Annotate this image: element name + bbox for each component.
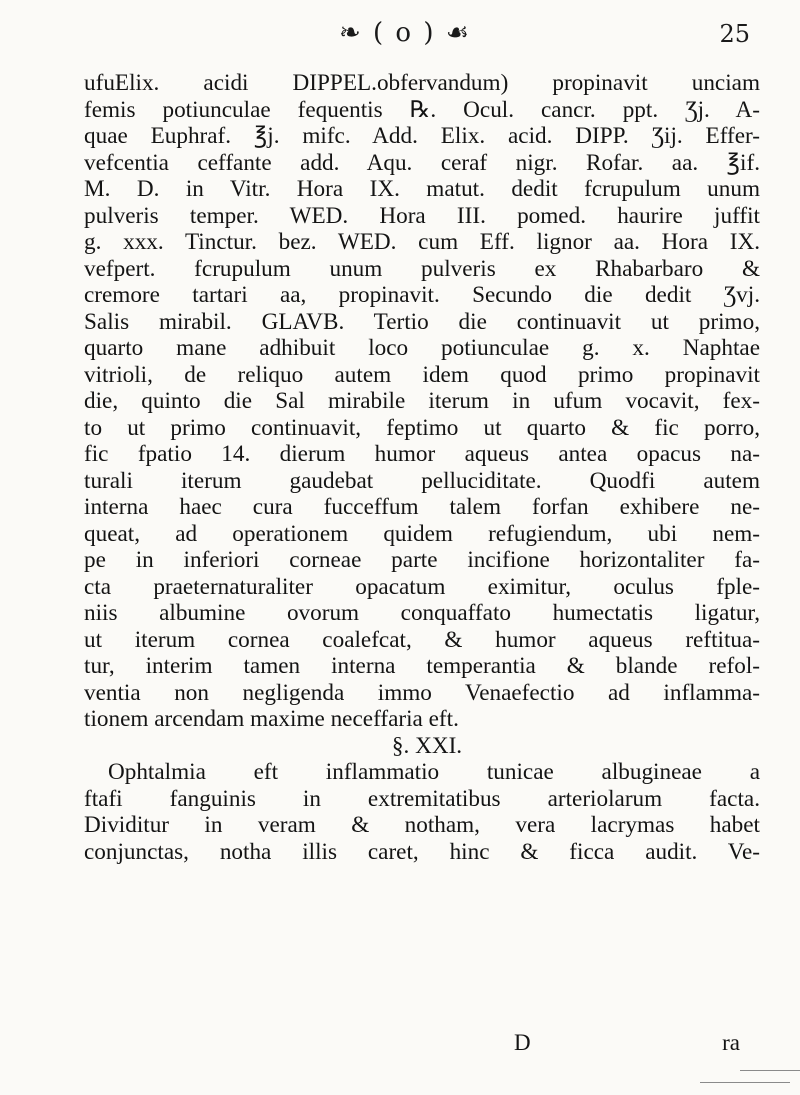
text-line: cremore tartari aa, propinavit. Secundo die dedit Ʒvj. [84, 282, 760, 308]
text-line: Dividitur in veram & notham, vera lacrymas habet [84, 812, 760, 838]
text-line: tur, interim tamen interna temperantia & blande refol- [84, 653, 760, 679]
body-text [84, 70, 760, 865]
text-line: niis albumine ovorum conquaffato humectatis ligatur, [84, 600, 760, 626]
text-line: pulveris temper. WED. Hora III. pomed. haurire juffit [84, 202, 760, 229]
section-heading: §. XXI. [391, 732, 463, 759]
text-line: ufuElix. acidi DIPPEL.obfervandum) propinavit unciam [84, 70, 760, 96]
header-ornament: ❧ ( o ) ☙ [338, 18, 472, 48]
text-line: tionem arcendam maxime neceffaria eft. [84, 706, 459, 732]
text-line: vefpert. fcrupulum unum pulveris ex Rhabarbaro & [84, 255, 760, 282]
page-footer [84, 1030, 760, 1060]
text-line: Salis mirabil. GLAVB. Tertio die continuavit ut primo, [84, 308, 760, 335]
text-line: quae Euphraf. ℥j. mifc. Add. Elix. acid. DIPP. Ʒij. Effer- [84, 123, 760, 149]
text-line: quarto mane adhibuit loco potiunculae g. x. Naphtae [84, 335, 760, 361]
text-line: vefcentia ceffante add. Aqu. ceraf nigr. Rofar. aa. ℥if. [84, 149, 760, 176]
text-line: M. D. in Vitr. Hora IX. matut. dedit fcrupulum unum [84, 176, 760, 202]
text-line: g. xxx. Tinctur. bez. WED. cum Eff. lignor aa. Hora IX. [84, 229, 760, 255]
page-edge-line [700, 1082, 790, 1083]
text-line: die, quinto die Sal mirabile iterum in ufum vocavit, fex- [84, 388, 760, 414]
text-line: turali iterum gaudebat pelluciditate. Quodfi autem [84, 467, 760, 494]
text-line: to ut primo continuavit, feptimo ut quarto & fic porro, [84, 414, 760, 441]
page-edge-line [740, 1070, 800, 1071]
text-line: ftafi fanguinis in extremitatibus arteriolarum facta. [84, 785, 760, 812]
text-line: ut iterum cornea coalefcat, & humor aqueus reftitua- [84, 626, 760, 653]
text-line: vitrioli, de reliquo autem idem quod primo propinavit [84, 361, 760, 388]
signature-mark: D [514, 1030, 531, 1055]
text-line: queat, ad operationem quidem refugiendum, ubi nem- [84, 520, 760, 547]
catchword: ra [722, 1030, 740, 1055]
text-line: fic fpatio 14. dierum humor aqueus antea opacus na- [84, 441, 760, 467]
text-line: conjunctas, notha illis caret, hinc & ficca audit. Ve- [84, 838, 760, 865]
text-line: interna haec cura fucceffum talem forfan exhibere ne- [84, 494, 760, 520]
running-header [60, 18, 750, 58]
text-line: ventia non negligenda immo Venaefectio ad inflamma- [84, 679, 760, 706]
text-line: femis potiunculae fequentis ℞. Ocul. cancr. ppt. Ʒj. A- [84, 96, 760, 123]
text-line: pe in inferiori corneae parte incifione horizontaliter fa- [84, 547, 760, 573]
text-line: Ophtalmia eft inflammatio tunicae albugineae a [108, 759, 760, 785]
page-number: 25 [719, 20, 750, 48]
text-line: cta praeternaturaliter opacatum eximitur, oculus fple- [84, 573, 760, 600]
